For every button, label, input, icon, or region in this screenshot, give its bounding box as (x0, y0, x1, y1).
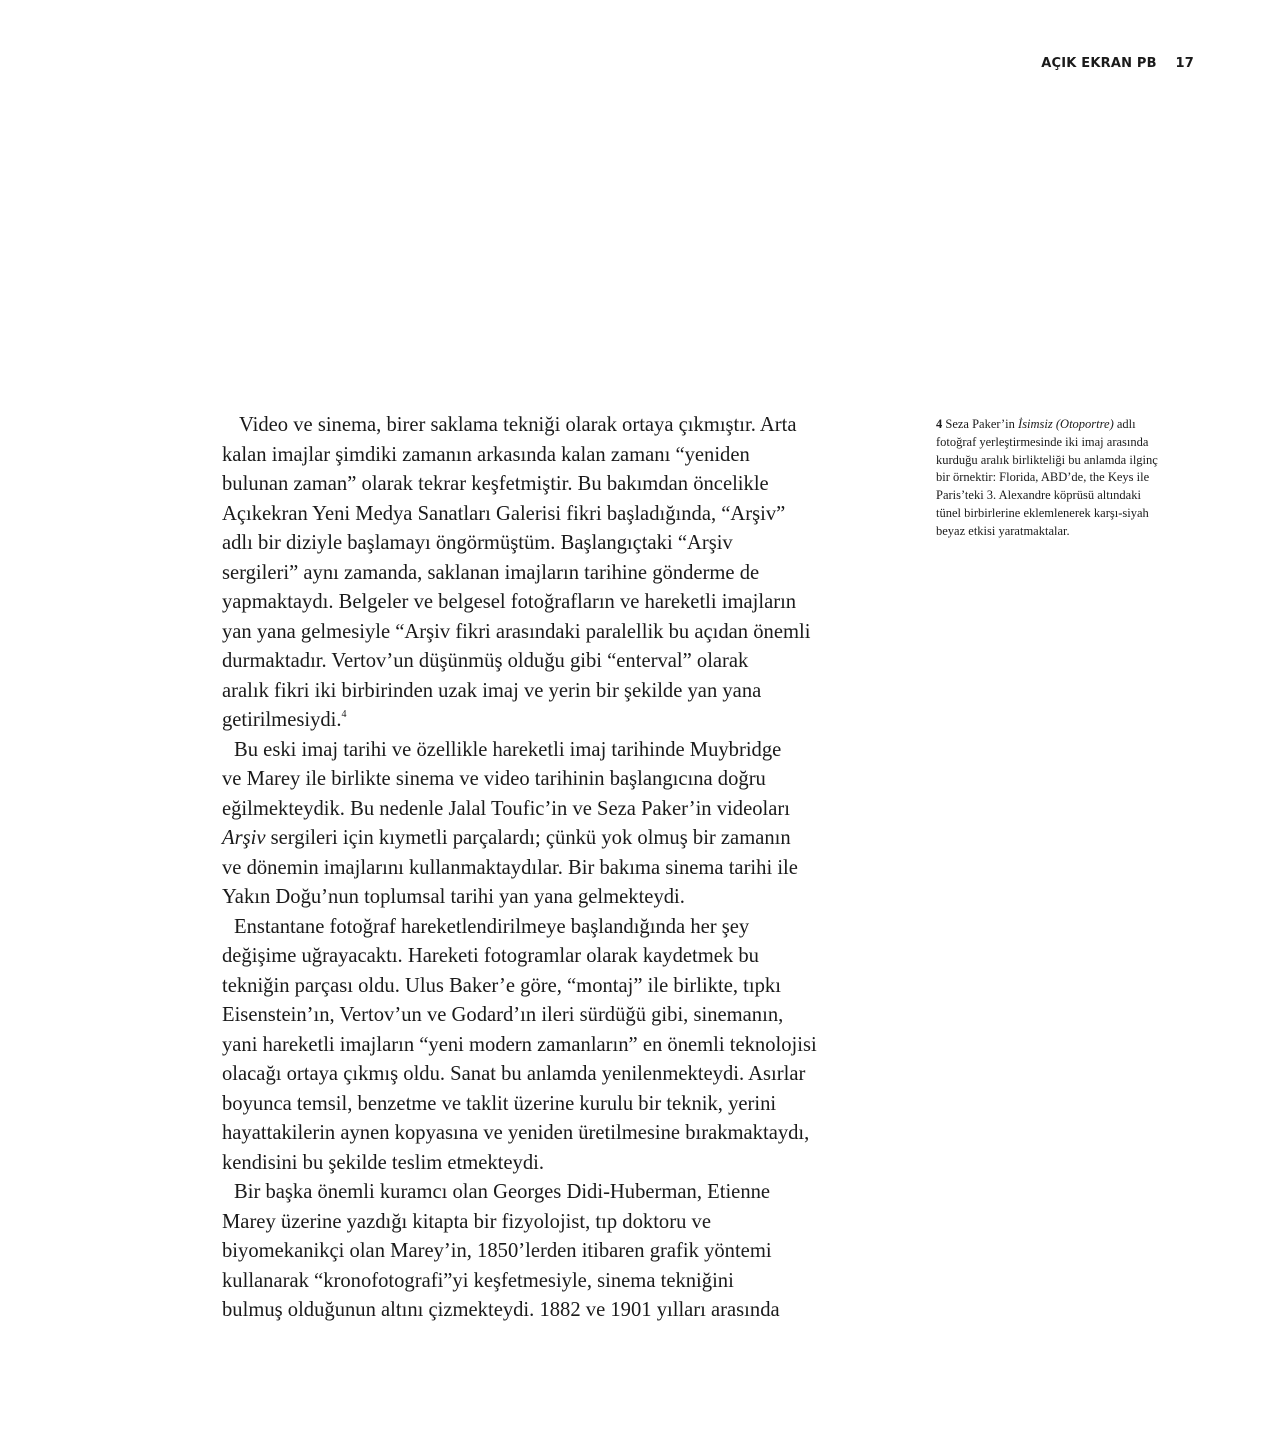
text-line: kalan imajlar şimdiki zamanın arkasında kalan zamanı “yeniden (222, 443, 750, 466)
text-line: adlı bir diziyle başlamayı öngörmüştüm. Başlangıçtaki “Arşiv (222, 532, 733, 554)
side-footnote (936, 416, 1226, 541)
paragraph-2 (222, 736, 922, 913)
text-line: olacağı ortaya çıkmış oldu. Sanat bu anlamda yenilenmekteydi. Asırlar (222, 1063, 806, 1085)
footnote-line: kurduğu aralık birlikteliği bu anlamda ilginç (936, 452, 1158, 467)
footnote-line: fotoğraf yerleştirmesinde iki imaj arasında (936, 434, 1149, 449)
text-line: boyunca temsil, benzetme ve taklit üzerine kurulu bir teknik, yerini (222, 1092, 777, 1115)
text-line: Video ve sinema, birer saklama tekniği olarak ortaya çıkmıştır. Arta (239, 414, 797, 436)
text-line: durmaktadır. Vertov’un düşünmüş olduğu gibi “enterval” olarak (222, 650, 749, 672)
text-line: Bu eski imaj tarihi ve özellikle hareketli imaj tarihinde Muybridge (234, 738, 782, 761)
text-line: kendisini bu şekilde teslim etmekteydi. (222, 1151, 545, 1174)
text-line: değişime uğrayacaktı. Hareketi fotogramlar olarak kaydetmek bu (222, 945, 759, 967)
text-line: Eisenstein’ın, Vertov’un ve Godard’ın ileri sürdüğü gibi, sinemanın, (222, 1004, 784, 1026)
italic-term: Arşiv (222, 827, 266, 849)
footnote-reference[interactable]: 4 (341, 709, 347, 720)
footnote-line: Paris’teki 3. Alexandre köprüsü altındaki (936, 488, 1141, 503)
page-number: 17 (1175, 56, 1194, 71)
running-title: AÇIK EKRAN PB (1041, 56, 1157, 71)
text-line: tekniğin parçası oldu. Ulus Baker’e göre, “montaj” ile birlikte, tıpkı (222, 974, 781, 997)
text-line: biyomekanikçi olan Marey’in, 1850’lerden itibaren grafik yöntemi (222, 1240, 772, 1262)
text-fragment: sergileri için kıymetli parçalardı; çünkü yok olmuş bir zamanın (265, 827, 791, 849)
italic-title: İsimsiz (Otoportre) (1018, 417, 1114, 431)
text-fragment: getirilmesiydi. (222, 709, 342, 731)
text-line (222, 824, 922, 854)
running-header (1041, 56, 1194, 71)
text-line: ve dönemin imajlarını kullanmaktaydılar. Bir bakıma sinema tarihi ile (222, 856, 798, 879)
text-line: kullanarak “kronofotografi”yi keşfetmesiyle, sinema tekniğini (222, 1269, 734, 1292)
text-line: bulunan zaman” olarak tekrar keşfetmiştir. Bu bakımdan öncelikle (222, 473, 769, 495)
footnote-line: bir örnektir: Florida, ABD’de, the Keys ile (936, 470, 1150, 485)
text-line: ve Marey ile birlikte sinema ve video tarihinin başlangıcına doğru (222, 768, 766, 790)
footnote-line: tünel birbirlerine eklemlenerek karşı-siyah (936, 505, 1149, 520)
text-line: eğilmekteydik. Bu nedenle Jalal Toufic’in ve Seza Paker’in videoları (222, 797, 790, 820)
text-fragment: Seza Paker’in (945, 417, 1015, 431)
paragraph-1 (222, 411, 922, 736)
footnote-line (936, 416, 1226, 434)
text-line: bulmuş olduğunun altını çizmekteydi. 1882 ve 1901 yılları arasında (222, 1299, 780, 1321)
paragraph-3 (222, 913, 922, 1179)
text-line: yani hareketli imajların “yeni modern zamanların” en önemli teknolojisi (222, 1033, 817, 1056)
footnote-number: 4 (936, 417, 943, 431)
text-line (222, 706, 922, 736)
footnote-line: beyaz etkisi yaratmaktalar. (936, 523, 1070, 538)
text-line: aralık fikri iki birbirinden uzak imaj ve yerin bir şekilde yan yana (222, 679, 762, 702)
text-line: yapmaktaydı. Belgeler ve belgesel fotoğrafların ve hareketli imajların (222, 591, 797, 613)
text-line: Enstantane fotoğraf hareketlendirilmeye başlandığında her şey (234, 915, 750, 938)
paragraph-4 (222, 1178, 922, 1326)
text-line: Yakın Doğu’nun toplumsal tarihi yan yana gelmekteydi. (222, 886, 685, 908)
text-line: yan yana gelmesiyle “Arşiv fikri arasındaki paralellik bu açıdan önemli (222, 620, 811, 643)
text-fragment: adlı (1116, 417, 1136, 431)
text-line: sergileri” aynı zamanda, saklanan imajların tarihine gönderme de (222, 561, 760, 584)
text-line: Açıkekran Yeni Medya Sanatları Galerisi fikri başladığında, “Arşiv” (222, 502, 786, 525)
main-text-column (222, 411, 922, 1326)
text-line: Marey üzerine yazdığı kitapta bir fizyolojist, tıp doktoru ve (222, 1210, 711, 1233)
text-line: Bir başka önemli kuramcı olan Georges Didi-Huberman, Etienne (234, 1181, 771, 1203)
text-line: hayattakilerin aynen kopyasına ve yeniden üretilmesine bırakmaktaydı, (222, 1122, 810, 1144)
